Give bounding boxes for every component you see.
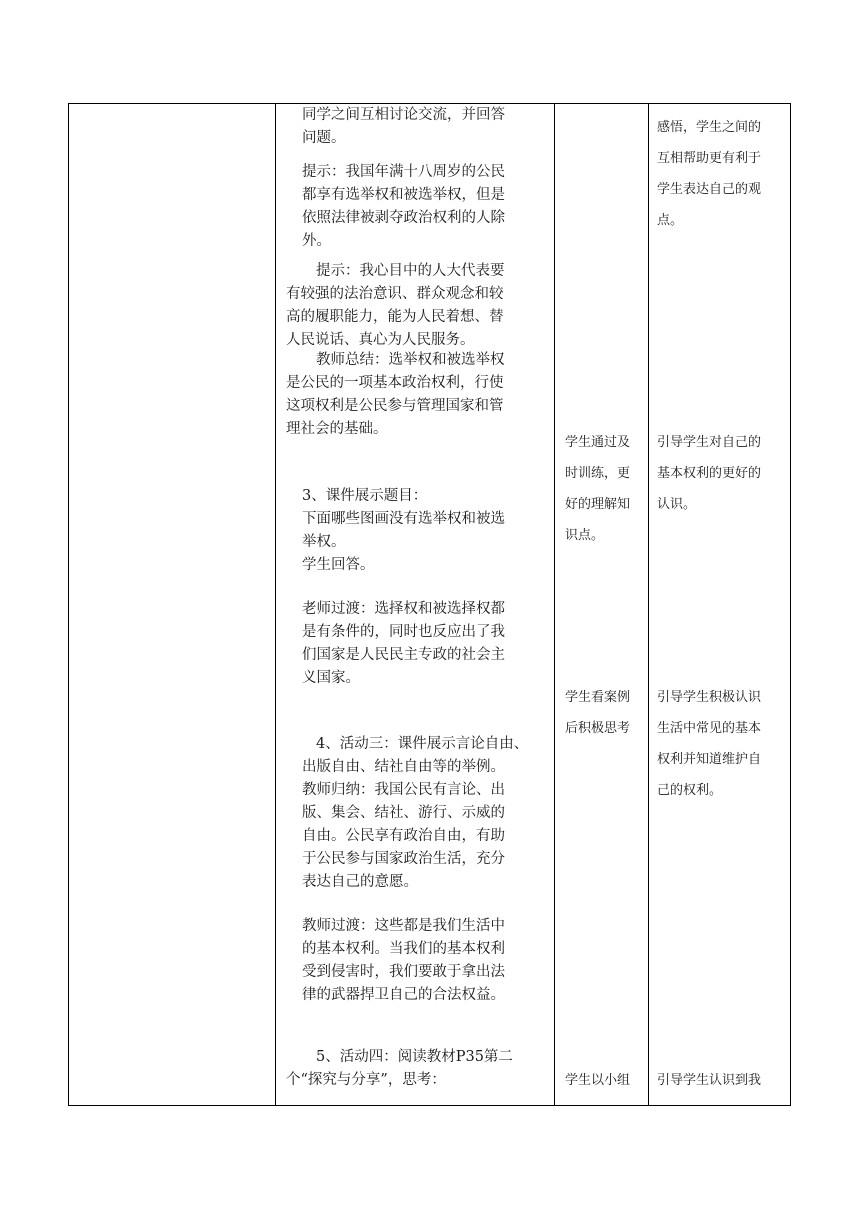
text-line: 问题。: [302, 130, 346, 146]
intent-column: [649, 104, 790, 1105]
intent-note-rights: [657, 427, 761, 520]
activity-paragraph-transition-2: [302, 915, 505, 1007]
text-line: 依照法律被剥夺政治权利的人除: [302, 210, 505, 226]
student-note-case: [565, 682, 630, 744]
text-line: 4、活动三：课件展示言论自由、: [316, 736, 529, 752]
text-line: 表达自己的意愿。: [302, 874, 418, 890]
text-line: 人民说话、真心为人民服务。: [286, 332, 475, 348]
text-line: 是公民的一项基本政治权利，行使: [286, 375, 504, 391]
activity-paragraph-discussion: [302, 104, 505, 150]
text-line: 个“探究与分享”，思考：: [286, 1072, 446, 1088]
text-line: 学生通过及: [565, 435, 631, 450]
text-line: 认识。: [657, 497, 697, 512]
activity-paragraph-teacher-summary: [286, 349, 505, 441]
text-line: 义国家。: [302, 670, 360, 686]
text-line: 识点。: [565, 528, 605, 543]
text-line: 感悟，学生之间的: [657, 120, 762, 135]
text-line: 点。: [657, 213, 684, 228]
text-line: 于公民参与国家政治生活，充分: [302, 851, 505, 867]
text-line: 理社会的基础。: [286, 421, 388, 437]
text-line: 学生看案例: [565, 690, 631, 705]
intent-note-protect: [657, 682, 761, 806]
activity-column: [276, 104, 554, 1105]
intent-note-guide: [657, 1065, 761, 1096]
text-line: 老师过渡：选择权和被选择权都: [302, 601, 505, 617]
text-line: 引导学生对自己的: [657, 435, 762, 450]
text-line: 出版自由、结社自由等的举例。: [302, 759, 505, 775]
activity-paragraph-step-5: [286, 1046, 513, 1092]
intent-note-reflection: [657, 112, 761, 236]
text-line: 外。: [302, 233, 331, 249]
text-line: 教师过渡：这些都是我们生活中: [302, 918, 505, 934]
text-line: 律的武器捍卫自己的合法权益。: [302, 987, 505, 1003]
text-line: 们国家是人民民主专政的社会主: [302, 647, 505, 663]
text-line: 同学之间互相讨论交流，并回答: [302, 107, 505, 123]
text-line: 有较强的法治意识、群众观念和较: [286, 286, 504, 302]
text-line: 下面哪些图画没有选举权和被选: [302, 511, 505, 527]
text-line: 基本权利的更好的: [657, 466, 762, 481]
lesson-plan-table: [68, 103, 791, 1106]
text-line: 这项权利是公民参与管理国家和管: [286, 398, 504, 414]
text-line: 提示：我心目中的人大代表要: [316, 263, 505, 279]
activity-paragraph-transition-1: [302, 598, 505, 690]
text-line: 己的权利。: [657, 783, 723, 798]
activity-paragraph-teacher-induction: [302, 779, 505, 894]
text-line: 学生表达自己的观: [657, 182, 762, 197]
text-line: 的基本权利。当我们的基本权利: [302, 941, 505, 957]
text-line: 都享有选举权和被选举权，但是: [302, 187, 505, 203]
text-line: 举权。: [302, 534, 346, 550]
text-line: 引导学生积极认识: [657, 690, 762, 705]
activity-paragraph-hint-2: [286, 260, 505, 352]
text-line: 权利并知道维护自: [657, 752, 762, 767]
text-line: 版、集会、结社、游行、示威的: [302, 805, 505, 821]
text-line: 学生以小组: [565, 1073, 631, 1088]
text-line: 引导学生认识到我: [657, 1073, 762, 1088]
text-line: 受到侵害时，我们要敢于拿出法: [302, 964, 505, 980]
text-line: 互相帮助更有利于: [657, 151, 762, 166]
text-line: 5、活动四：阅读教材P35第二: [316, 1049, 513, 1065]
text-line: 3、课件展示题目：: [302, 488, 428, 504]
text-line: 后积极思考: [565, 721, 631, 736]
text-line: 学生回答。: [302, 557, 375, 573]
text-line: 提示：我国年满十八周岁的公民: [302, 164, 505, 180]
text-line: 教师总结：选举权和被选举权: [316, 352, 505, 368]
activity-paragraph-step-4: [286, 733, 528, 779]
student-note-practice: [565, 427, 630, 551]
student-column: [555, 104, 648, 1105]
text-line: 高的履职能力，能为人民着想、替: [286, 309, 504, 325]
text-line: 教师归纳：我国公民有言论、出: [302, 782, 505, 798]
text-line: 自由。公民享有政治自由，有助: [302, 828, 505, 844]
activity-paragraph-hint-1: [302, 161, 505, 253]
text-line: 是有条件的，同时也反应出了我: [302, 624, 505, 640]
text-line: 时训练，更: [565, 466, 631, 481]
text-line: 生活中常见的基本: [657, 721, 762, 736]
student-note-group: [565, 1065, 630, 1096]
activity-paragraph-step-3: [302, 485, 505, 577]
blank-column-cell: [69, 104, 275, 1105]
text-line: 好的理解知: [565, 497, 631, 512]
